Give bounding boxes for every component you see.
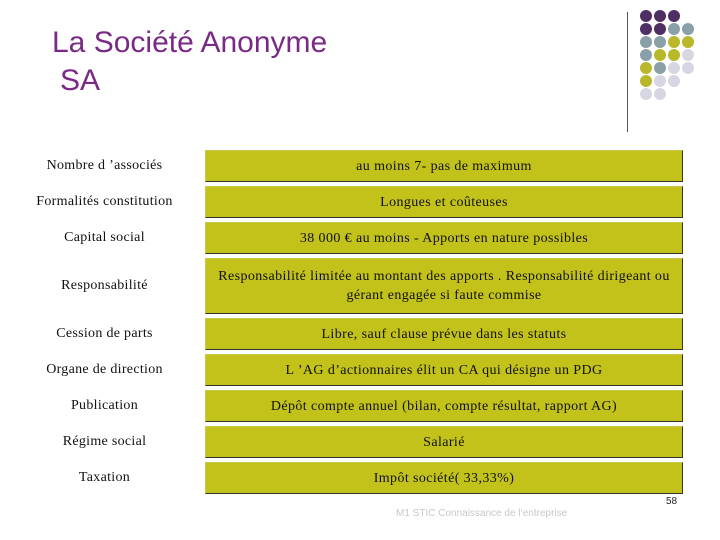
row-label-formalites: Formalités constitution: [36, 194, 173, 209]
decorative-dot: [640, 49, 652, 61]
row-value-organe: L ’AG d’actionnaires élit un CA qui désigne un PDG: [205, 354, 683, 386]
row-label-publication: Publication: [70, 398, 139, 413]
row-label-organe: Organe de direction: [46, 362, 163, 377]
decorative-dot: [668, 36, 680, 48]
decorative-dot: [640, 88, 652, 100]
row-value-capital: 38 000 € au moins - Apports en nature possibles: [205, 222, 683, 254]
row-value-responsabilite: Responsabilité limitée au montant des apports . Responsabilité dirigeant ou gérant engagée si faute commise: [205, 258, 683, 314]
decorative-dot: [668, 10, 680, 22]
decorative-dot: [640, 62, 652, 74]
title-line-2: SA: [60, 64, 101, 97]
row-value-taxation: Impôt société( 33,33%): [205, 462, 683, 494]
row-value-cession: Libre, sauf clause prévue dans les statuts: [205, 318, 683, 350]
row-value-publication: Dépôt compte annuel (bilan, compte résultat, rapport AG): [205, 390, 683, 422]
decorative-dot: [682, 62, 694, 74]
decorative-dot: [668, 75, 680, 87]
decorative-dot: [654, 75, 666, 87]
decorative-dot: [654, 49, 666, 61]
decorative-divider: [627, 12, 628, 132]
row-label-cession: Cession de parts: [56, 326, 153, 341]
row-value-associes: au moins 7- pas de maximum: [205, 150, 683, 182]
footer-text: M1 STIC Connaissance de l’entreprise: [396, 508, 568, 519]
page-number: 58: [666, 496, 678, 507]
row-label-regime: Régime social: [62, 434, 147, 449]
decorative-dot: [682, 23, 694, 35]
decorative-dot: [640, 75, 652, 87]
slide-title: [52, 24, 327, 100]
row-value-regime: Salarié: [205, 426, 683, 458]
row-label-responsabilite: Responsabilité: [61, 278, 148, 293]
decorative-dot: [654, 10, 666, 22]
row-label-capital: Capital social: [64, 230, 145, 245]
decorative-dot: [682, 36, 694, 48]
row-label-taxation: Taxation: [78, 470, 131, 485]
decorative-dot: [654, 88, 666, 100]
decorative-dot: [668, 23, 680, 35]
decorative-dot: [668, 49, 680, 61]
decorative-dot: [640, 10, 652, 22]
decorative-dot: [640, 36, 652, 48]
row-value-formalites: Longues et coûteuses: [205, 186, 683, 218]
decorative-dot: [654, 23, 666, 35]
decorative-dot: [654, 62, 666, 74]
decorative-dot: [668, 62, 680, 74]
decorative-dot: [640, 23, 652, 35]
decorative-dot: [682, 49, 694, 61]
row-label-associes: Nombre d ’associés: [46, 158, 163, 173]
title-line-1: La Société Anonyme: [52, 26, 328, 59]
decorative-dot: [654, 36, 666, 48]
